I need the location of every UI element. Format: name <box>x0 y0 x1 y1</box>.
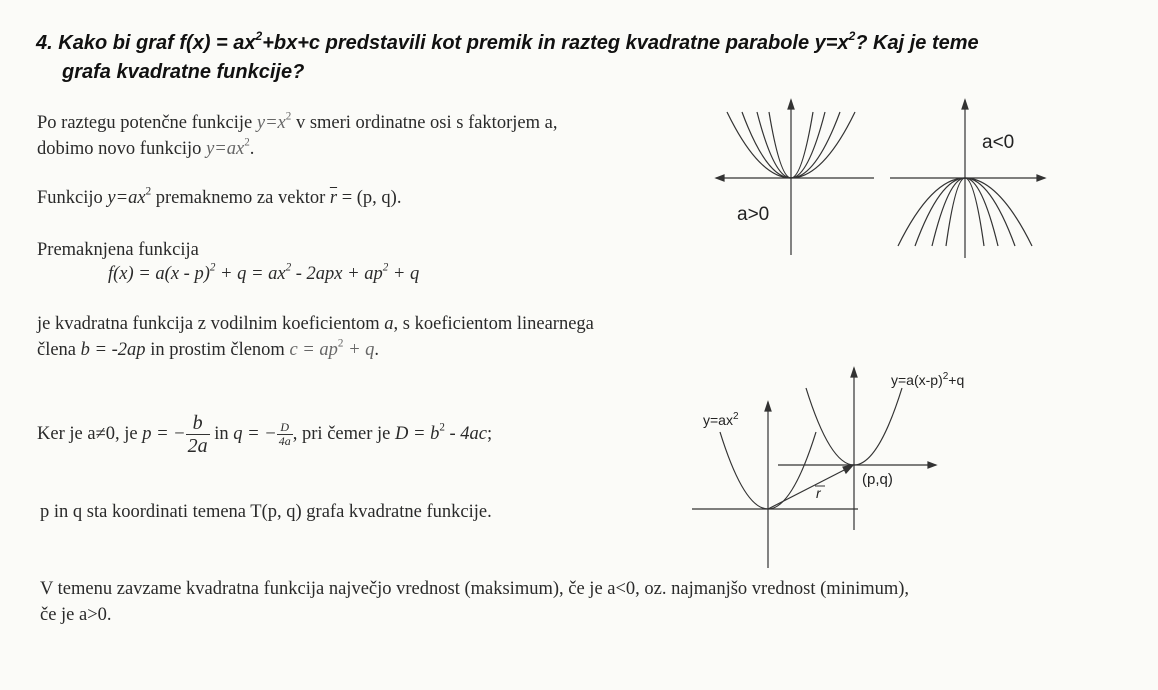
label-vertex: (p,q) <box>862 471 893 488</box>
math: f(x) = a(x - p) <box>108 264 210 284</box>
paragraph-stretch-line-1 <box>37 111 557 135</box>
denominator: 2a <box>187 435 208 457</box>
arrow-icon <box>1037 175 1045 181</box>
exponent: 2 <box>848 29 856 43</box>
label-vector-r: r <box>816 485 821 501</box>
exponent: 2 <box>285 110 292 123</box>
math: - 4ac <box>444 423 488 444</box>
math: y=ax <box>206 139 245 159</box>
paragraph-extremum-line-1: V temenu zavzame kvadratna funkcija največjo vrednost (maksimum), če je a<0, oz. najmanjšo vrednost (minimum), <box>40 579 910 599</box>
math: q = − <box>233 423 277 444</box>
arrow-icon <box>851 368 857 377</box>
text: = (p, q). <box>337 188 402 208</box>
math: + q = ax <box>215 264 286 284</box>
math: c = ap <box>289 340 338 360</box>
arrow-icon <box>788 100 794 109</box>
paragraph-coefficients-line-1 <box>37 312 594 336</box>
label-base-function: $y=ax^2$ <box>703 411 739 428</box>
text: Ker je a≠0, je <box>37 423 143 444</box>
math: + q <box>343 340 375 360</box>
math: y=ax <box>107 188 146 208</box>
question-title-line-1 <box>36 30 979 56</box>
paragraph-stretch-line-2 <box>37 137 254 161</box>
text: člena <box>37 340 81 360</box>
paragraph-extremum-line-2: če je a>0. <box>40 605 112 625</box>
text: Funkcijo <box>37 188 108 208</box>
text: je kvadratna funkcija z vodilnim koeficientom <box>37 314 385 334</box>
arrow-icon <box>962 100 968 109</box>
text: , pri čemer je <box>292 423 395 444</box>
denominator: 4a <box>278 434 291 448</box>
paragraph-coefficients-line-2: člena b = -2ap in prostim členom $c = ap^2 + q$. <box>37 337 380 360</box>
paragraph-vertex-coordinates: p in q sta koordinati temena T(p, q) grafa kvadratne funkcije. <box>40 502 492 522</box>
label-shifted-function: $y=a(x-p)^2+q$ <box>891 371 965 388</box>
math: + q <box>388 264 420 284</box>
vector-r-line <box>768 466 852 509</box>
text: in <box>214 423 234 444</box>
text: ; <box>487 423 493 444</box>
math: p = − <box>142 423 186 444</box>
fraction-p <box>186 412 210 457</box>
arrow-icon <box>765 402 771 411</box>
paragraph-shifted-function-label: Premaknjena funkcija <box>37 240 199 260</box>
figure-parabola-shift <box>690 362 1020 572</box>
vector-r: $\overline{r}$ <box>329 188 338 208</box>
text: . <box>249 139 255 159</box>
question-text: ? Kaj je teme <box>855 32 979 54</box>
text: Po raztegu potenčne funkcije <box>37 113 257 133</box>
text: in prostim členom <box>145 340 290 360</box>
label-a-positive: a>0 <box>737 204 770 225</box>
arrow-icon <box>716 175 724 181</box>
numerator: b <box>192 412 203 434</box>
fraction-q <box>277 421 293 448</box>
arrow-icon <box>928 462 936 468</box>
question-number: 4. <box>36 32 53 54</box>
question-text: +bx+c predstavili kot premik in razteg kvadratne parabole y=x <box>262 32 849 54</box>
text: v smeri ordinatne osi s faktorjem a, <box>291 113 558 133</box>
text: , s koeficientom linearnega <box>393 314 594 334</box>
math: y=x <box>256 113 286 133</box>
math: D = b <box>394 423 440 444</box>
paragraph-shift <box>37 186 401 210</box>
numerator: D <box>280 420 290 434</box>
math: - 2apx + ap <box>291 264 383 284</box>
exponent: 2 <box>244 136 250 149</box>
paragraph-vertex-formulas: Ker je a≠0, je p = − $\frac{b}{2a}$ in q = − $\frac{D}{4a}$ , pri čemer je $D = b^2 - 4ac$; <box>37 412 493 457</box>
question-title-line-2: grafa kvadratne funkcije? <box>62 61 305 83</box>
figure-parabola-stretch <box>700 90 1060 270</box>
math: a <box>384 314 394 334</box>
math: b = -2ap <box>80 340 146 360</box>
text: . <box>374 340 380 360</box>
arrow-icon <box>843 465 853 473</box>
shifted-function-formula: $f(x) = a(x - p)^2 + q = ax^2 - 2apx + ap^2 + q$ <box>108 261 420 284</box>
label-a-negative: a<0 <box>982 132 1015 153</box>
question-text: Kako bi graf f(x) = ax <box>58 32 256 54</box>
text: dobimo novo funkcijo <box>37 139 207 159</box>
text: premaknemo za vektor <box>151 188 330 208</box>
exponent: 2 <box>255 29 263 43</box>
exponent: 2 <box>145 185 152 198</box>
